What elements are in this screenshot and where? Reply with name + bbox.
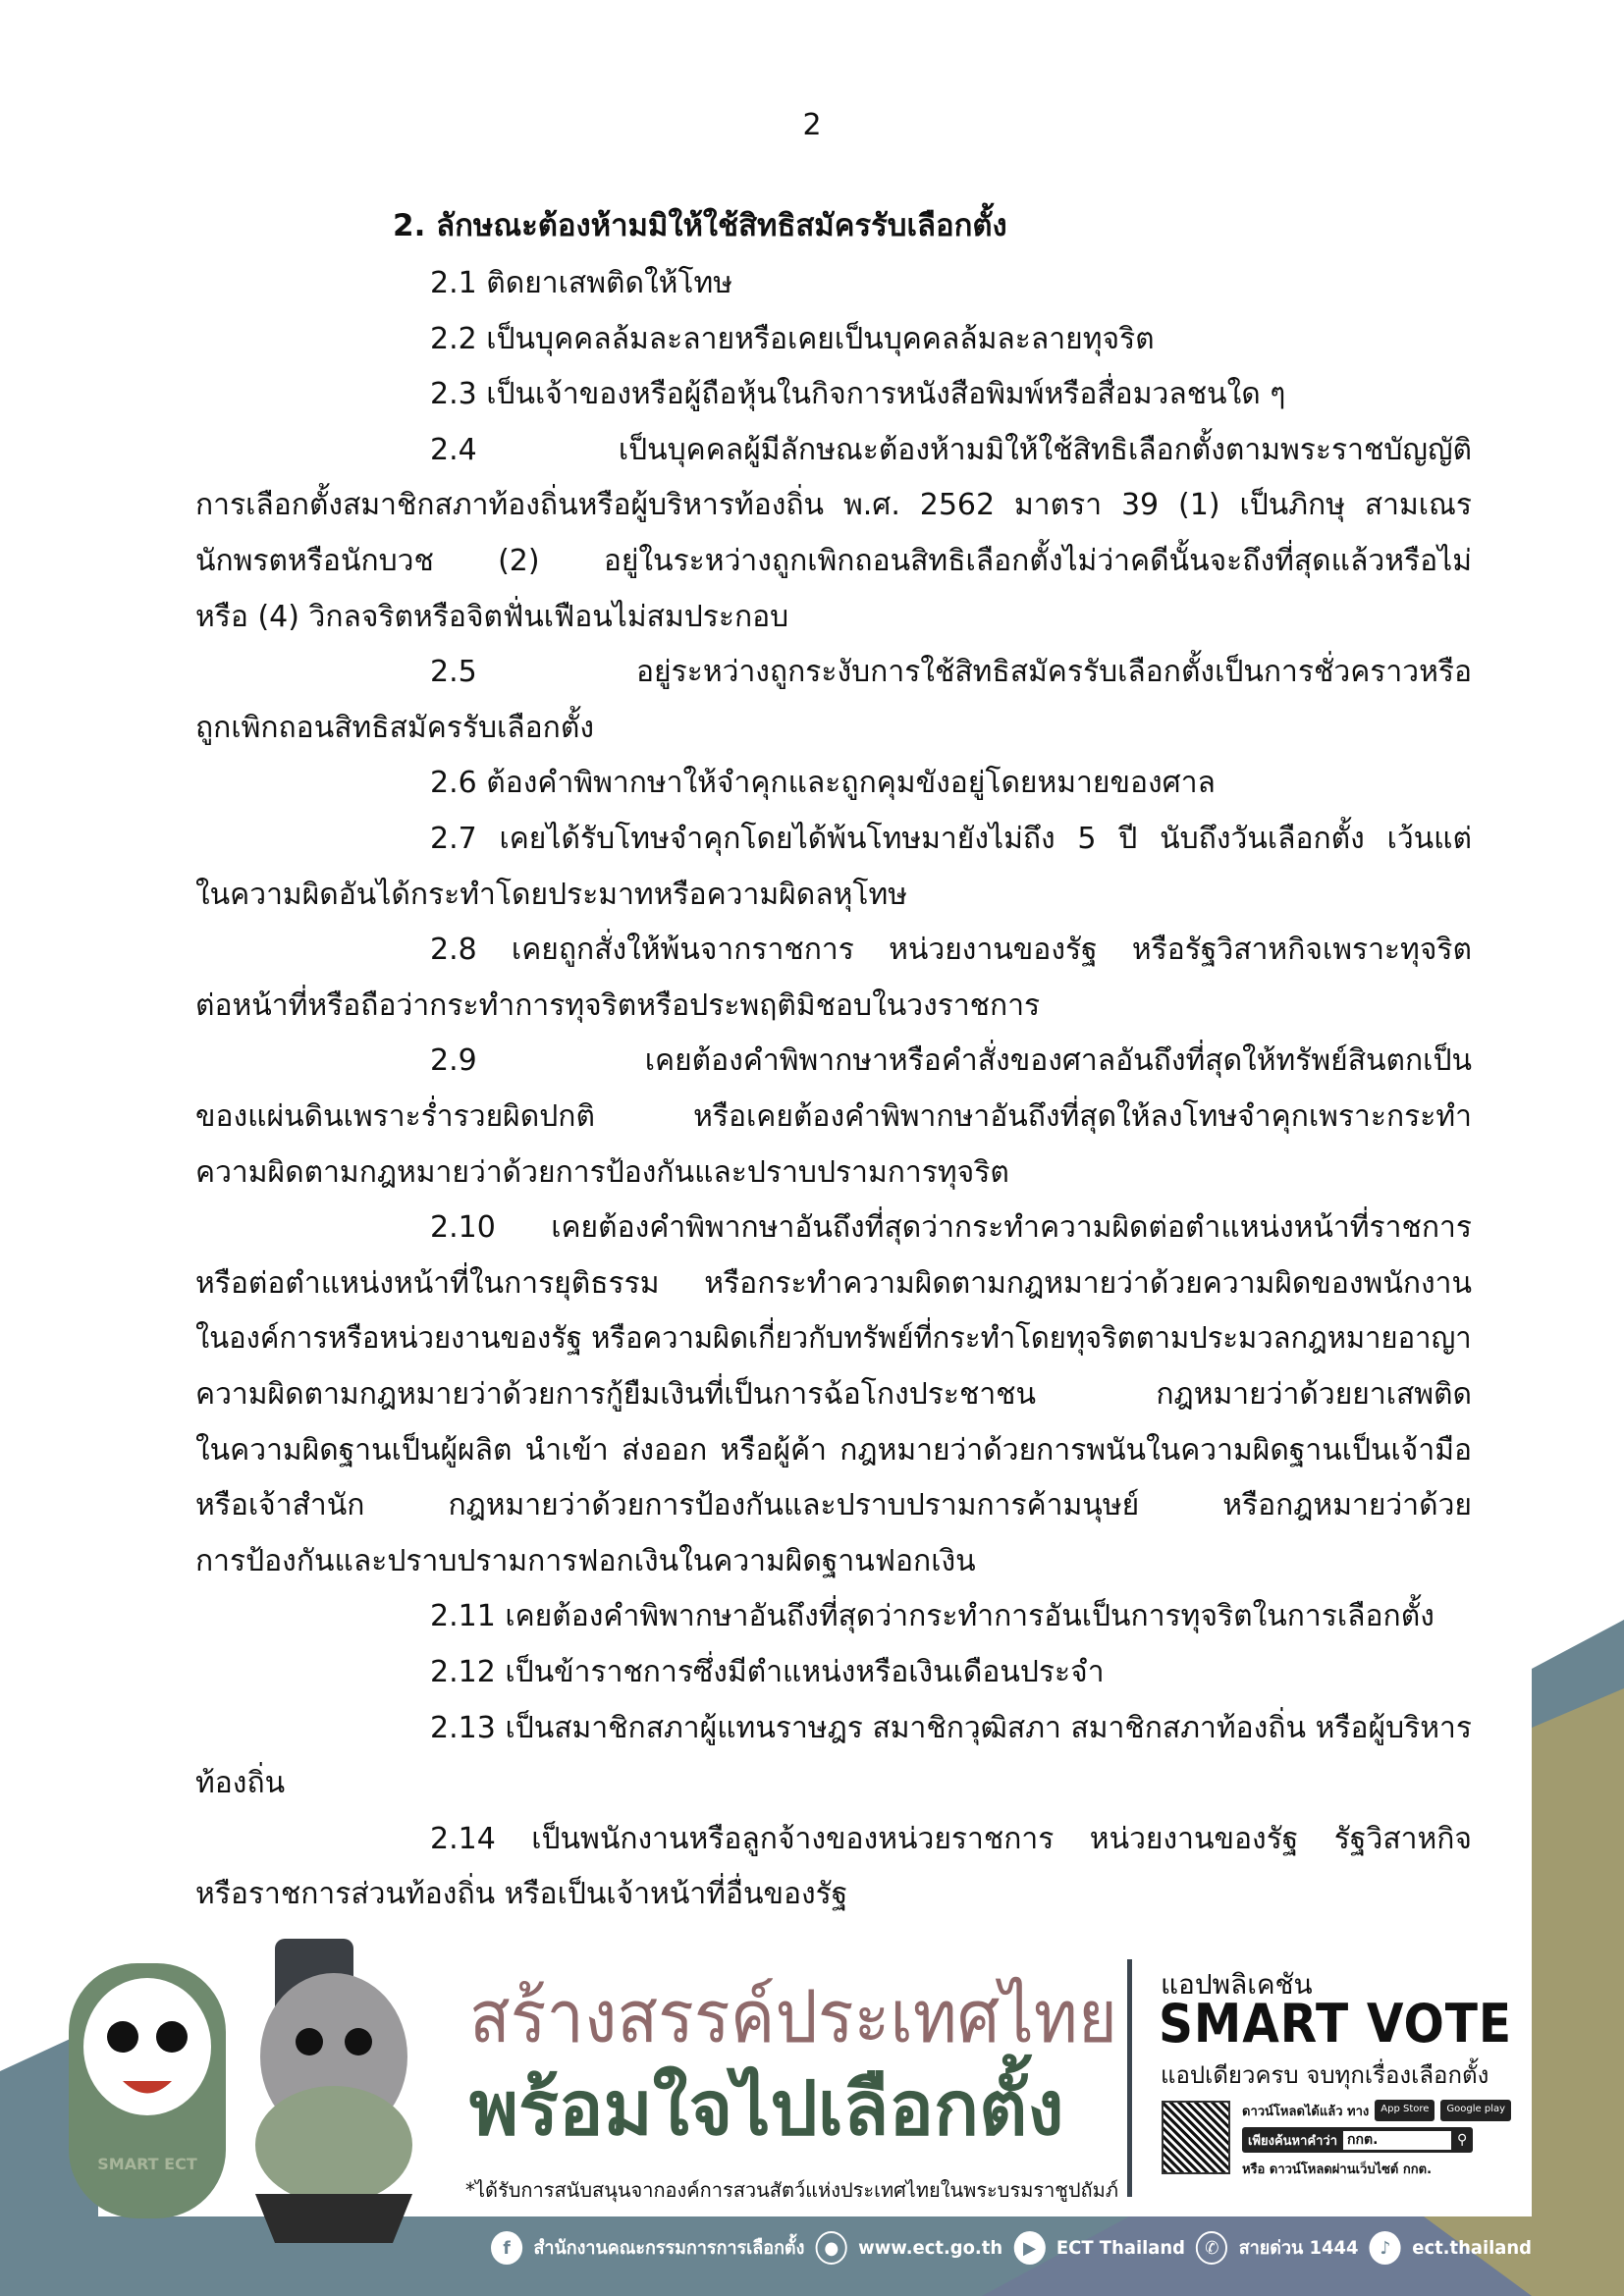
- search-value: กกต.: [1343, 2131, 1451, 2150]
- text-line: ถูกเพิกถอนสิทธิสมัครรับเลือกตั้ง: [195, 710, 594, 745]
- slogan-line1: สร้างสรรค์ประเทศไทย: [469, 1975, 1117, 2059]
- sponsor-note: *ได้รับการสนับสนุนจากองค์การสวนสัตว์แห่งประเทศไทยในพระบรมราชูปถัมภ์: [465, 2178, 1118, 2202]
- app-tagline: แอปเดียวครบ จบทุกเรื่องเลือกตั้ง: [1161, 2061, 1489, 2089]
- text-line: การป้องกันและปราบปรามการฟอกเงินในความผิดฐานฟอกเงิน: [195, 1543, 976, 1578]
- website-label[interactable]: www.ect.go.th: [858, 2237, 1003, 2259]
- website-download-label: หรือ ดาวน์โหลดผ่านเว็บไซต์ กกต.: [1242, 2163, 1433, 2177]
- slogan-line2: พร้อมใจไปเลือกตั้ง: [469, 2064, 1064, 2152]
- hotline-label[interactable]: สายด่วน 1444: [1238, 2237, 1359, 2259]
- text-line: หรือต่อตำแหน่งหน้าที่ในการยุติธรรม หรือกระทำความผิดตามกฎหมายว่าด้วยความผิดของพนักงาน: [195, 1265, 1472, 1301]
- download-row: [1242, 2100, 1511, 2121]
- text-line: ความผิดตามกฎหมายว่าด้วยการป้องกันและปราบปรามการทุจริต: [195, 1154, 1009, 1190]
- search-bar: [1242, 2127, 1473, 2153]
- text-line: 2.7 เคยได้รับโทษจำคุกโดยได้พ้นโทษมายังไม่ถึง 5 ปี นับถึงวันเลือกตั้ง เว้นแต่: [430, 822, 1472, 856]
- text-line: ต่อหน้าที่หรือถือว่ากระทำการทุจริตหรือประพฤติมิชอบในวงราชการ: [195, 988, 1041, 1023]
- footer-contacts: [491, 2228, 1532, 2268]
- right-olive-shape: [1532, 1688, 1624, 2296]
- download-label: ดาวน์โหลดได้แล้ว ทาง: [1242, 2104, 1370, 2119]
- mascot-badge: กกต: [133, 1977, 166, 1998]
- text-line: 2.2 เป็นบุคคลล้มละลายหรือเคยเป็นบุคคลล้มละลายทุจริต: [430, 321, 1155, 356]
- globe-icon[interactable]: ●: [816, 2231, 847, 2265]
- google-play-badge[interactable]: Google play: [1440, 2100, 1511, 2121]
- text-line: 2.12 เป็นข้าราชการซึ่งมีตำแหน่งหรือเงินเดือนประจำ: [430, 1655, 1105, 1689]
- youtube-icon[interactable]: ▶: [1013, 2231, 1045, 2265]
- search-icon: ⚲: [1457, 2132, 1468, 2148]
- text-line: ในองค์การหรือหน่วยงานของรัฐ หรือความผิดเกี่ยวกับทรัพย์ที่กระทำโดยทุจริตตามประมวลกฎหมายอาญา: [195, 1321, 1472, 1357]
- text-line: 2.10 เคยต้องคำพิพากษาอันถึงที่สุดว่ากระทำความผิดต่อตำแหน่งหน้าที่ราชการ: [430, 1210, 1472, 1246]
- text-line: 2.6 ต้องคำพิพากษาให้จำคุกและถูกคุมขังอยู่โดยหมายของศาล: [430, 766, 1216, 801]
- section-heading: 2. ลักษณะต้องห้ามมิให้ใช้สิทธิสมัครรับเลือกตั้ง: [393, 208, 1007, 243]
- text-line: 2.13 เป็นสมาชิกสภาผู้แทนราษฎร สมาชิกวุฒิสภา สมาชิกสภาท้องถิ่น หรือผู้บริหาร: [430, 1710, 1472, 1745]
- text-line: 2.3 เป็นเจ้าของหรือผู้ถือหุ้นในกิจการหนังสือพิมพ์หรือสื่อมวลชนใด ๆ: [430, 377, 1286, 412]
- text-line: 2.9 เคยต้องคำพิพากษาหรือคำสั่งของศาลอันถึงที่สุดให้ทรัพย์สินตกเป็น: [430, 1043, 1472, 1079]
- text-line: ท้องถิ่น: [195, 1766, 286, 1801]
- facebook-label[interactable]: สำนักงานคณะกรรมการการเลือกตั้ง: [533, 2237, 805, 2259]
- youtube-label[interactable]: ECT Thailand: [1056, 2237, 1185, 2259]
- phone-icon[interactable]: ✆: [1196, 2231, 1227, 2265]
- app-kicker: แอปพลิเคชัน: [1161, 1968, 1313, 2001]
- text-line: 2.11 เคยต้องคำพิพากษาอันถึงที่สุดว่ากระทำการอันเป็นการทุจริตในการเลือกตั้ง: [430, 1599, 1435, 1634]
- text-line: ในความผิดอันได้กระทำโดยประมาทหรือความผิดลหุโทษ: [195, 877, 908, 912]
- page-number: 2: [802, 108, 822, 142]
- banner-divider: [1127, 1959, 1132, 2197]
- text-line: การเลือกตั้งสมาชิกสภาท้องถิ่นหรือผู้บริหารท้องถิ่น พ.ศ. 2562 มาตรา 39 (1) เป็นภิกษุ สามเณร: [195, 488, 1472, 523]
- mascot-shirt: SMART ECT: [97, 2155, 197, 2173]
- tiktok-label[interactable]: ect.thailand: [1412, 2237, 1532, 2259]
- text-line: นักพรตหรือนักบวช (2) อยู่ในระหว่างถูกเพิกถอนสิทธิเลือกตั้งไม่ว่าคดีนั้นจะถึงที่สุดแล้วหรือไม่: [195, 544, 1472, 578]
- text-line: 2.8 เคยถูกสั่งให้พ้นจากราชการ หน่วยงานของรัฐ หรือรัฐวิสาหกิจเพราะทุจริต: [430, 933, 1472, 968]
- text-line: ของแผ่นดินเพราะร่ำรวยผิดปกติ หรือเคยต้องคำพิพากษาอันถึงที่สุดให้ลงโทษจำคุกเพราะกระทำ: [195, 1099, 1472, 1134]
- text-line: หรือเจ้าสำนัก กฎหมายว่าด้วยการป้องกันและปราบปรามการค้ามนุษย์ หรือกฎหมายว่าด้วย: [195, 1488, 1472, 1523]
- text-line: หรือ (4) วิกลจริตหรือจิตฟั่นเฟือนไม่สมประกอบ: [195, 599, 789, 634]
- text-line: หรือราชการส่วนท้องถิ่น หรือเป็นเจ้าหน้าที่อื่นของรัฐ: [195, 1877, 848, 1912]
- text-line: 2.14 เป็นพนักงานหรือลูกจ้างของหน่วยราชการ หน่วยงานของรัฐ รัฐวิสาหกิจ: [430, 1821, 1472, 1856]
- text-line: ความผิดตามกฎหมายว่าด้วยการกู้ยืมเงินที่เป็นการฉ้อโกงประชาชน กฎหมายว่าด้วยยาเสพติด: [195, 1377, 1472, 1412]
- text-line: ในความผิดฐานเป็นผู้ผลิต นำเข้า ส่งออก หรือผู้ค้า กฎหมายว่าด้วยการพนันในความผิดฐานเป็นเจ้ามือ: [195, 1432, 1472, 1468]
- tiktok-icon[interactable]: ♪: [1370, 2231, 1401, 2265]
- app-store-badge[interactable]: App Store: [1375, 2100, 1435, 2121]
- text-line: 2.1 ติดยาเสพติดให้โทษ: [430, 266, 733, 300]
- app-name: SMART VOTE: [1159, 1993, 1512, 2055]
- qr-code[interactable]: [1162, 2101, 1230, 2174]
- mascot-illustration: [39, 1939, 452, 2243]
- search-label: เพียงค้นหาคำว่า: [1248, 2133, 1338, 2149]
- text-line: 2.5 อยู่ระหว่างถูกระงับการใช้สิทธิสมัครรับเลือกตั้งเป็นการชั่วคราวหรือ: [430, 655, 1472, 690]
- text-line: 2.4 เป็นบุคคลผู้มีลักษณะต้องห้ามมิให้ใช้สิทธิเลือกตั้งตามพระราชบัญญัติ: [430, 432, 1472, 467]
- facebook-icon[interactable]: f: [491, 2231, 522, 2265]
